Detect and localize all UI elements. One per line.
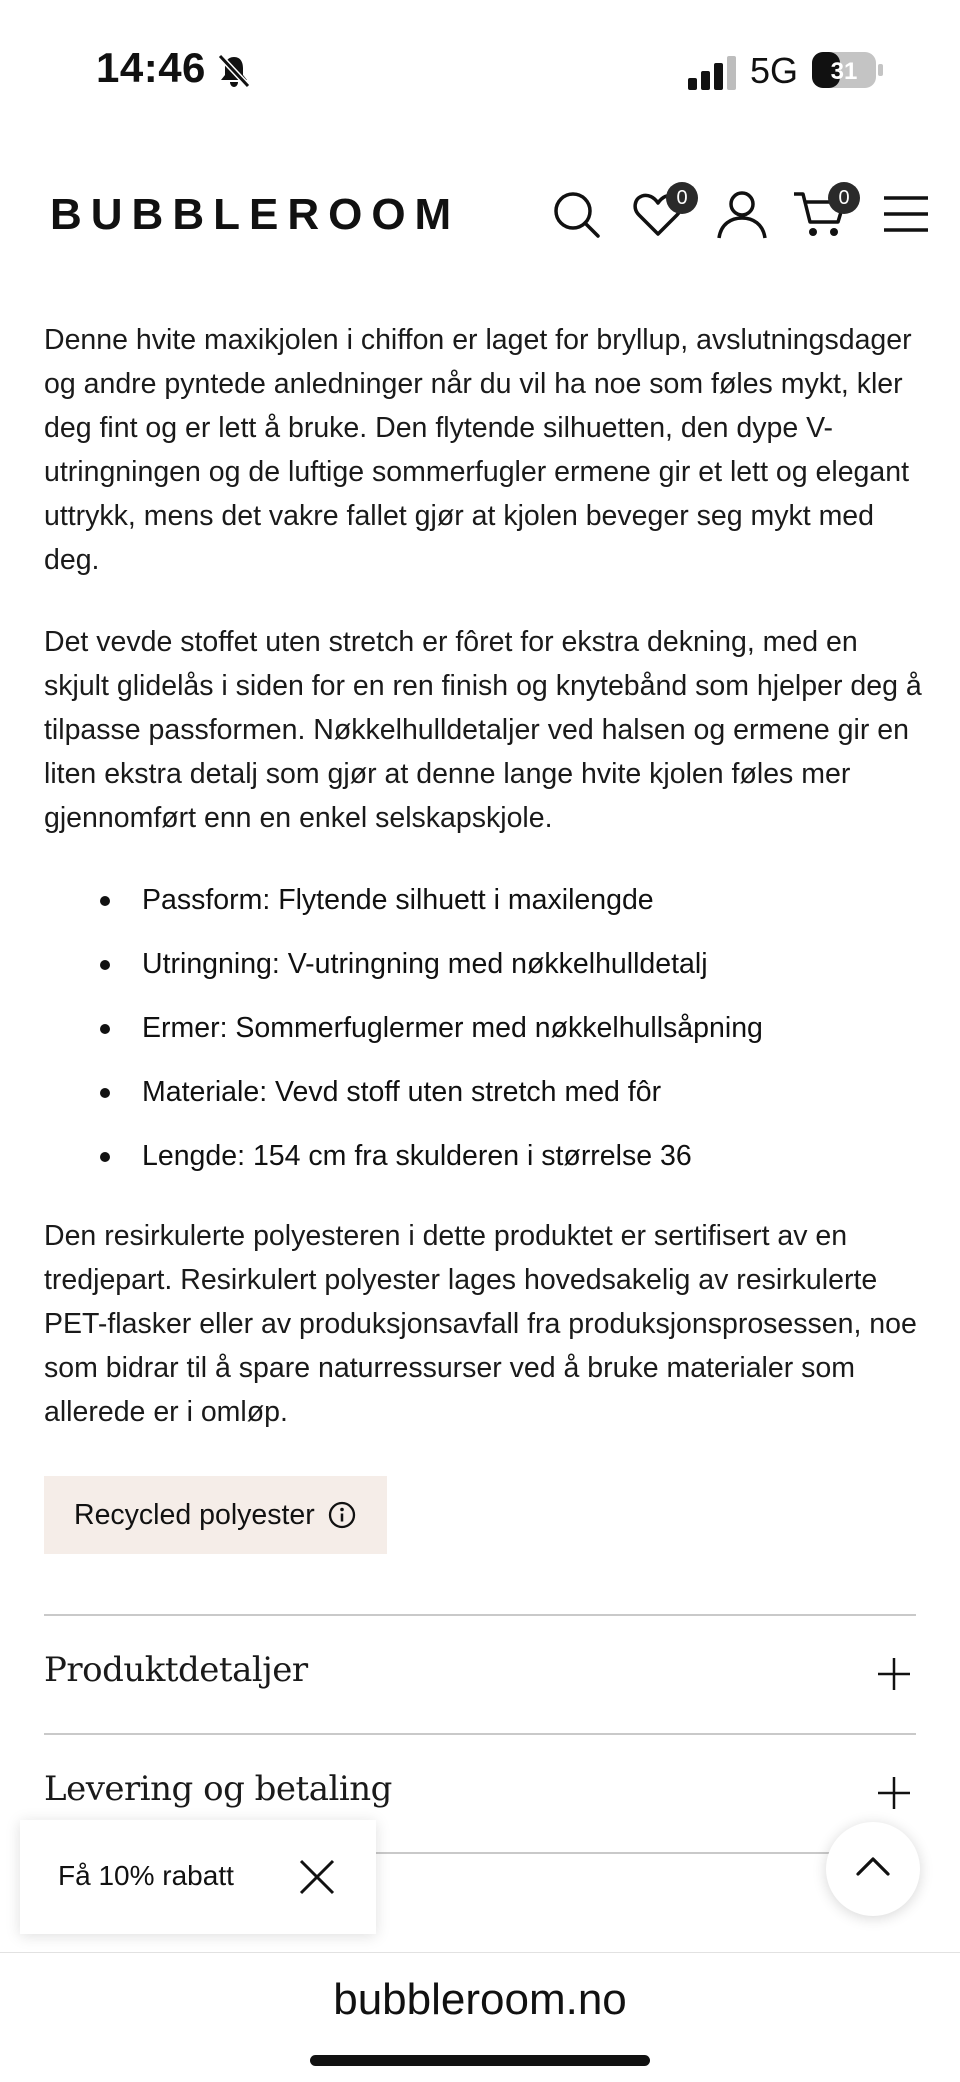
battery-icon (812, 52, 884, 88)
product-description (44, 318, 924, 1554)
brand-logo[interactable]: BUBBLEROOM (50, 190, 461, 239)
discount-popup-text[interactable]: Få 10% rabatt (58, 1860, 234, 1891)
cart-count-badge: 0 (828, 182, 860, 214)
wishlist-count-badge: 0 (666, 182, 698, 214)
browser-url[interactable]: bubbleroom.no (333, 1975, 627, 2024)
description-paragraph: Den resirkulerte polyesteren i dette produktet er sertifisert av en tredjepart. Resirkulert polyester lages hovedsakelig av resirkulerte PET-flasker eller av produksjonsavfall fra produksjonsprosessen, noe som bidrar til å spare naturressurser ved å bruke materialer som allerede er i omløp. (44, 1220, 917, 1428)
battery-level: 31 (830, 58, 858, 85)
accordion-title: Levering og betaling (44, 1769, 392, 1809)
description-paragraph: Denne hvite maxikjolen i chiffon er laget for bryllup, avslutningsdager og andre pyntede anledninger når du vil ha noe som føles mykt, kler deg fint og er lett å bruke. Den flytende silhuetten, den dype V-utringningen og de luftige sommerfugler ermene gir et lett og elegant uttrykk, mens det vakre fallet gjør at kjolen beveger seg mykt med deg. (44, 324, 912, 576)
menu-icon[interactable] (878, 186, 934, 242)
feature-item: Lengde: 154 cm fra skulderen i størrelse 36 (100, 1134, 924, 1178)
info-icon[interactable] (327, 1500, 357, 1530)
site-header (0, 180, 960, 260)
close-icon[interactable] (298, 1858, 336, 1896)
status-bar (0, 0, 960, 140)
chevron-up-icon (855, 1852, 891, 1882)
bell-slash-icon (215, 52, 253, 90)
search-icon[interactable] (548, 186, 604, 242)
network-type: 5G (750, 50, 799, 91)
wishlist-button[interactable] (630, 186, 686, 242)
material-tag-label: Recycled polyester (74, 1498, 315, 1531)
home-indicator[interactable] (310, 2055, 650, 2066)
accordion-title: Produktdetaljer (44, 1650, 308, 1690)
browser-address-bar (0, 1952, 960, 2082)
feature-item: Passform: Flytende silhuett i maxilengde (100, 878, 924, 922)
scroll-to-top-button[interactable] (826, 1822, 920, 1916)
description-paragraph: Det vevde stoffet uten stretch er fôret for ekstra dekning, med en skjult glidelås i siden for en ren finish og knytebånd som hjelper deg å tilpasse passformen. Nøkkelhulldetaljer ved halsen og ermene gir en liten ekstra detalj som gjør at denne lange hvite kjolen føles mer gjennomført enn en enkel selskapskjole. (44, 626, 922, 834)
cart-button[interactable] (792, 186, 848, 242)
accordion-product-details[interactable] (44, 1614, 916, 1734)
feature-list (44, 878, 924, 1178)
plus-icon (876, 1656, 912, 1692)
feature-item: Ermer: Sommerfuglermer med nøkkelhullsåpning (100, 1006, 924, 1050)
material-tag[interactable] (44, 1476, 387, 1554)
feature-item: Materiale: Vevd stoff uten stretch med fôr (100, 1070, 924, 1114)
feature-item: Utringning: V-utringning med nøkkelhulldetalj (100, 942, 924, 986)
status-time: 14:46 (96, 44, 206, 91)
cellular-signal-icon (688, 56, 740, 90)
discount-popup[interactable] (20, 1820, 376, 1934)
plus-icon (876, 1775, 912, 1811)
account-icon[interactable] (714, 186, 770, 242)
